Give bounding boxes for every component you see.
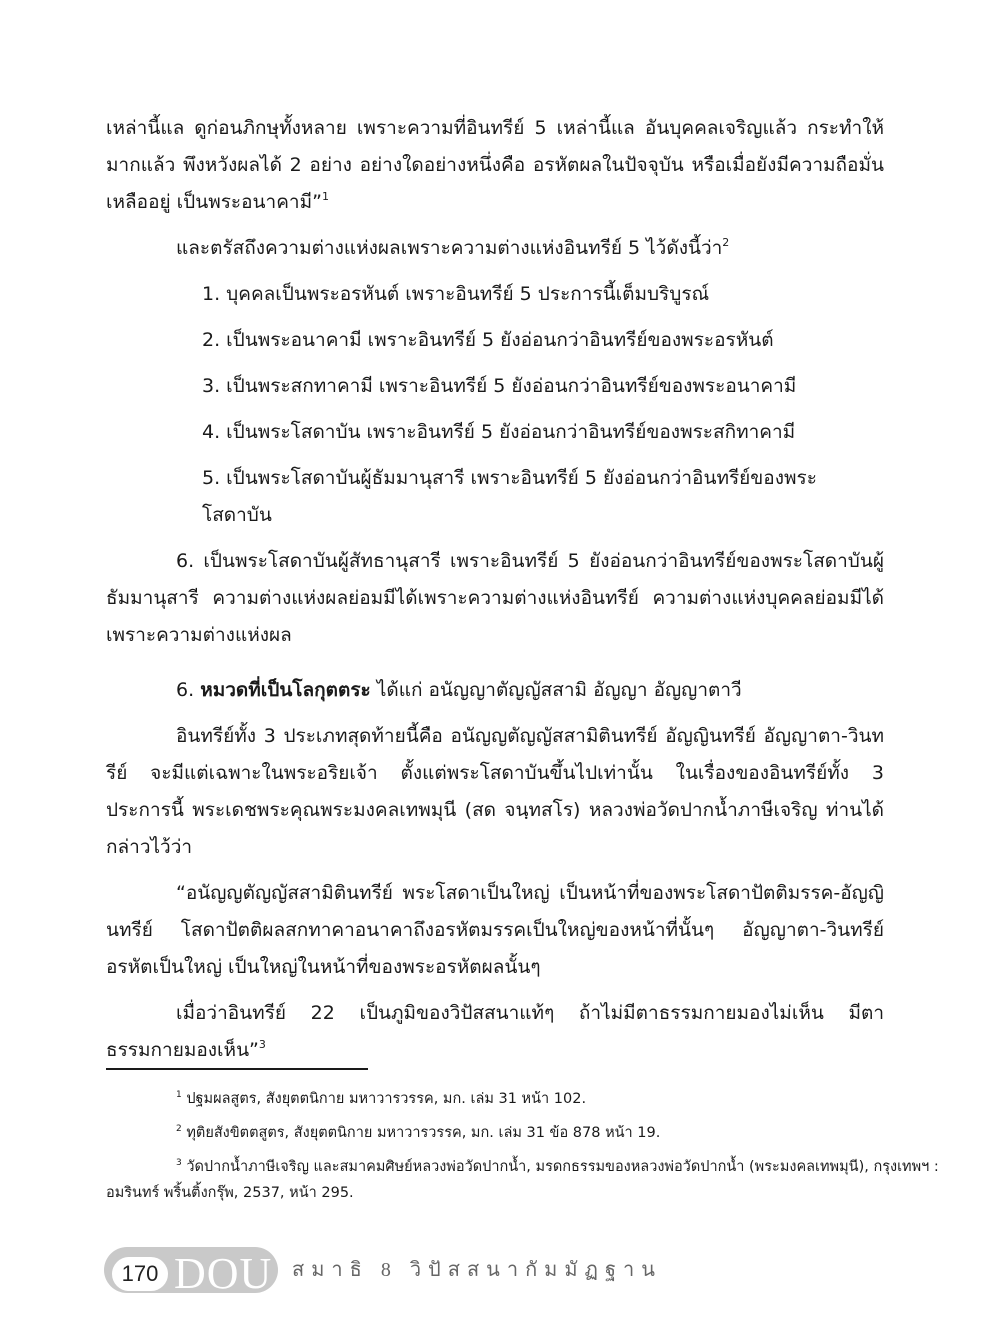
footnotes xyxy=(106,1086,948,1214)
footnote-1: $^1$ ปฐมผลสูตร, สังยุตตนิกาย มหาวารวรรค, มก. เล่ม 31 หน้า 102. xyxy=(176,1090,587,1107)
list-item-3: 3. เป็นพระสกทาคามี เพราะอินทรีย์ 5 ยังอ่อนกว่าอินทรีย์ของพระอนาคามี xyxy=(202,375,797,397)
page-footer xyxy=(104,1243,804,1297)
quote-paragraph-1: “อนัญญตัญญัสสามิตินทรีย์ พระโสดาเป็นใหญ่ เป็นหน้าที่ของพระโสดาปัตติมรรค-อัญญินทรีย์ โสดาปัตติผลสกทาคาอนาคาถึงอรหัตมรรคเป็นใหญ่ของหน้าที่นั้นๆ อัญญาตา-วินทรีย์อรหัตเป็นใหญ่ เป็นใหญ่ในหน้าที่ของพระอรหัตผลนั้นๆ xyxy=(106,882,884,978)
list-item-2: 2. เป็นพระอนาคามี เพราะอินทรีย์ 5 ยังอ่อนกว่าอินทรีย์ของพระอรหันต์ xyxy=(202,329,774,351)
footnote-3: $^3$ วัดปากน้ำภาษีเจริญ และสมาคมศิษย์หลวงพ่อวัดปากน้ำ, มรดกธรรมของหลวงพ่อวัดปากน้ำ (พระมงคลเทพมุนี), กรุงเทพฯ : อมรินทร์ พริ้นติ้งกรุ๊พ, 2537, หน้า 295. xyxy=(106,1158,939,1201)
list-item-4: 4. เป็นพระโสดาบัน เพราะอินทรีย์ 5 ยังอ่อนกว่าอินทรีย์ของพระสกิทาคามี xyxy=(202,421,796,443)
footnote-ref-2[interactable]: 2 xyxy=(722,236,730,249)
footnote-divider xyxy=(106,1068,368,1070)
page-number: 170 xyxy=(112,1257,168,1291)
footer-badge xyxy=(104,1247,278,1298)
footnote-ref-3[interactable]: 3 xyxy=(258,1038,266,1051)
list-item-1: 1. บุคคลเป็นพระอรหันต์ เพราะอินทรีย์ 5 ประการนี้เต็มบริบูรณ์ xyxy=(202,283,710,305)
section-heading-paragraph: 6. หมวดที่เป็นโลกุตตระ ได้แก่ อนัญญาตัญญัสสามิ อัญญา อัญญาตาวี xyxy=(176,679,742,701)
footnote-2: $^2$ ทุติยสังขิตตสูตร, สังยุตตนิกาย มหาวารวรรค, มก. เล่ม 31 ข้อ 878 หน้า 19. xyxy=(176,1124,661,1141)
dou-logo: DOU xyxy=(174,1249,273,1298)
quote-paragraph-2: เมื่อว่าอินทรีย์ 22 เป็นภูมิของวิปัสสนาแท้ๆ ถ้าไม่มีตาธรรมกายมองไม่เห็น มีตาธรรมกายมองเห็น”$^3$ xyxy=(106,1002,884,1061)
section-heading: หมวดที่เป็นโลกุตตระ xyxy=(200,679,371,701)
list-item-5: 5. เป็นพระโสดาบันผู้ธัมมานุสารี เพราะอินทรีย์ 5 ยังอ่อนกว่าอินทรีย์ของพระโสดาบัน xyxy=(202,467,817,526)
paragraph-5: อินทรีย์ทั้ง 3 ประเภทสุดท้ายนี้คือ อนัญญตัญญัสสามิตินทรีย์ อัญญินทรีย์ อัญญาตา-วินทรีย์ จะมีแต่เฉพาะในพระอริยเจ้า ตั้งแต่พระโสดาบันขึ้นไปเท่านั้น ในเรื่องของอินทรีย์ทั้ง 3 ประการนี้ พระเดชพระคุณพระมงคลเทพมุนี (สด จนฺทสโร) หลวงพ่อวัดปากน้ำภาษีเจริญ ท่านได้กล่าวไว้ว่า xyxy=(106,725,884,858)
main-content xyxy=(106,110,884,1069)
book-title: สมาธิ 8 วิปัสสนากัมมัฏฐาน xyxy=(292,1259,662,1281)
paragraph-3: 6. เป็นพระโสดาบันผู้สัทธานุสารี เพราะอินทรีย์ 5 ยังอ่อนกว่าอินทรีย์ของพระโสดาบันผู้ธัมมานุสารี ความต่างแห่งผลย่อมมีได้เพราะความต่างแห่งอินทรีย์ ความต่างแห่งบุคคลย่อมมีได้ เพราะความต่างแห่งผล xyxy=(106,550,884,646)
footnote-ref-1[interactable]: 1 xyxy=(321,190,329,203)
paragraph-1: เหล่านี้แล ดูก่อนภิกษุทั้งหลาย เพราะความที่อินทรีย์ 5 เหล่านี้แล อันบุคคลเจริญแล้ว กระทำให้มากแล้ว พึงหวังผลได้ 2 อย่าง อย่างใดอย่างหนึ่งคือ อรหัตผลในปัจจุบัน หรือเมื่อยังมีความถือมั่นเหลืออยู่ เป็นพระอนาคามี”$^1$ xyxy=(106,117,884,213)
paragraph-2: และตรัสถึงความต่างแห่งผลเพราะความต่างแห่งอินทรีย์ 5 ไว้ดังนี้ว่า$^2$ xyxy=(176,236,730,259)
